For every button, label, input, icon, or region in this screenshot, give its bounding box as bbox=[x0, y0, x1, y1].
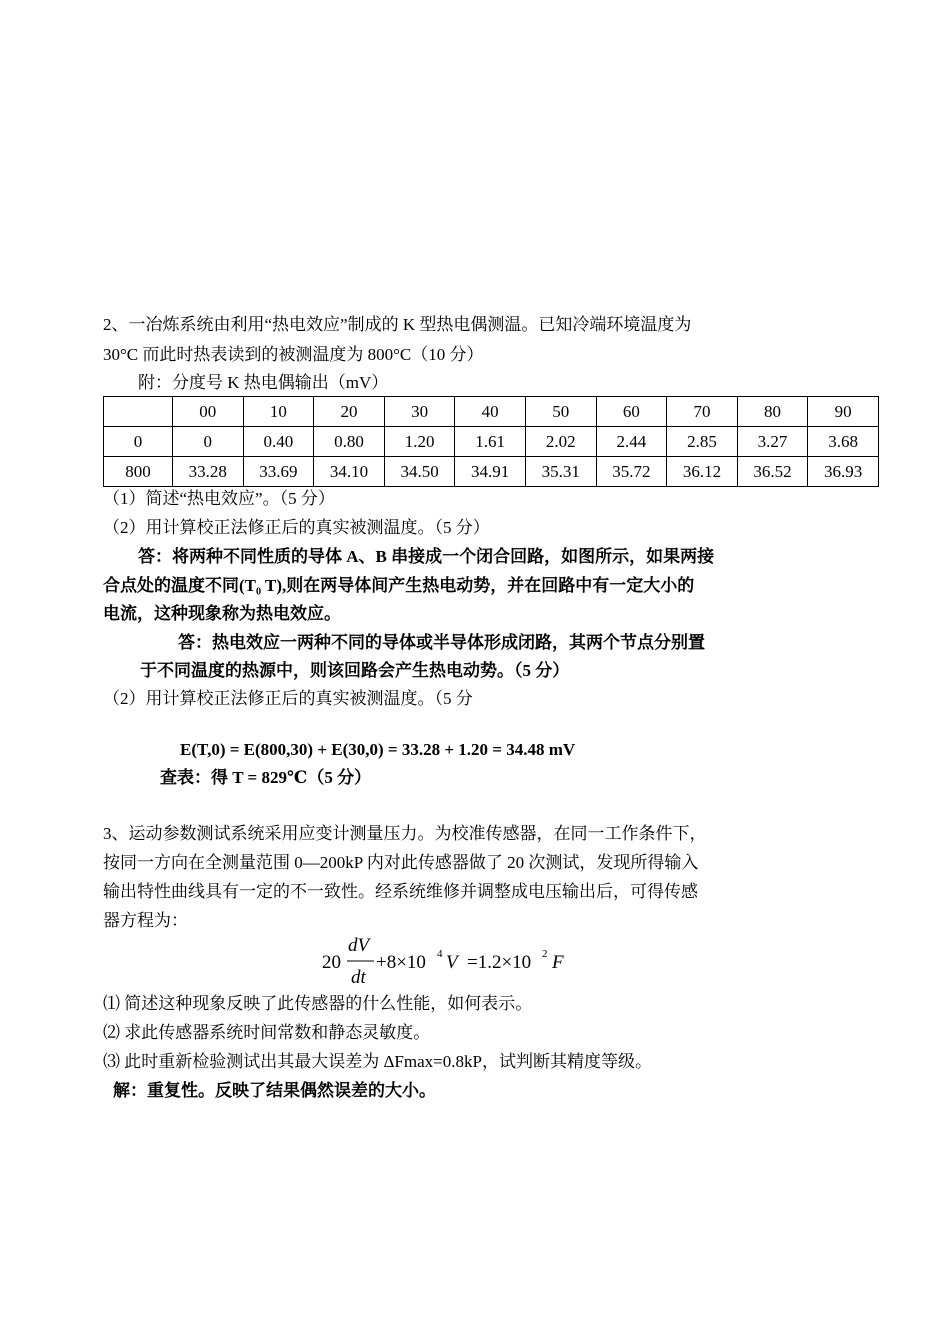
q3-line4: 器方程为： bbox=[103, 911, 188, 930]
eq-denominator: dt bbox=[351, 967, 366, 987]
table-cell: 34.50 bbox=[384, 457, 455, 487]
table-cell: 80 bbox=[737, 397, 808, 427]
table-cell: 0 bbox=[173, 427, 244, 457]
table-cell: 36.93 bbox=[808, 457, 879, 487]
q2-line1: 2、一冶炼系统由利用“热电效应”制成的 K 型热电偶测温。已知冷端环境温度为 bbox=[103, 315, 692, 334]
table-cell: 30 bbox=[384, 397, 455, 427]
table-cell: 00 bbox=[173, 397, 244, 427]
table-cell: 20 bbox=[314, 397, 385, 427]
calculation: E(T,0) = E(800,30) + E(30,0) = 33.28 + 1.20 = 34.48 mV bbox=[180, 740, 576, 759]
eq-coefficient: 20 bbox=[322, 952, 341, 973]
table-cell bbox=[104, 397, 173, 427]
table-cell: 70 bbox=[667, 397, 738, 427]
k-thermocouple-table bbox=[103, 396, 879, 487]
table-cell: 0 bbox=[104, 427, 173, 457]
q2-subquestion-2: （2）用计算校正法修正后的真实被测温度。（5 分） bbox=[103, 518, 490, 537]
table-cell: 3.27 bbox=[737, 427, 808, 457]
eq-rhs: =1.2×10 bbox=[467, 952, 532, 973]
table-cell: 33.28 bbox=[173, 457, 244, 487]
table-cell: 1.20 bbox=[384, 427, 455, 457]
eq-term-mid: +8×10 bbox=[376, 952, 426, 973]
eq-numerator: dV bbox=[348, 935, 370, 956]
table-cell: 800 bbox=[104, 457, 173, 487]
sensor-equation bbox=[322, 935, 582, 987]
q3-part3: ⑶ 此时重新检验测试出其最大误差为 ΔFmax=0.8kP，试判断其精度等级。 bbox=[103, 1052, 652, 1071]
q3-part2: ⑵ 求此传感器系统时间常数和静态灵敏度。 bbox=[103, 1023, 431, 1042]
table-cell: 2.85 bbox=[667, 427, 738, 457]
table-cell: 34.10 bbox=[314, 457, 385, 487]
table-row bbox=[104, 427, 879, 457]
q3-line3: 输出特性曲线具有一定的不一致性。经系统维修并调整成电压输出后，可得传感 bbox=[103, 882, 698, 901]
answer1-line2: 合点处的温度不同(T₀ T),则在两导体间产生热电动势，并在回路中有一定大小的 bbox=[103, 576, 695, 595]
table-cell: 35.72 bbox=[596, 457, 667, 487]
table-cell: 40 bbox=[455, 397, 526, 427]
answer2-line1: 答：热电效应一两种不同的导体或半导体形成闭路，其两个节点分别置 bbox=[178, 633, 705, 652]
eq-variable-f: F bbox=[552, 952, 564, 973]
lookup-result: 查表：得 T = 829℃（5 分） bbox=[160, 768, 372, 787]
table-cell: 3.68 bbox=[808, 427, 879, 457]
eq-variable-v: V bbox=[446, 952, 458, 973]
table-cell: 36.52 bbox=[737, 457, 808, 487]
table-cell: 1.61 bbox=[455, 427, 526, 457]
q2-line2: 30°C 而此时热表读到的被测温度为 800°C（10 分） bbox=[103, 345, 484, 364]
table-cell: 33.69 bbox=[243, 457, 314, 487]
table-cell: 90 bbox=[808, 397, 879, 427]
table-cell: 2.44 bbox=[596, 427, 667, 457]
table-cell: 50 bbox=[525, 397, 596, 427]
table-cell: 0.80 bbox=[314, 427, 385, 457]
table-cell: 34.91 bbox=[455, 457, 526, 487]
q3-line2: 按同一方向在全测量范围 0—200kP 内对此传感器做了 20 次测试，发现所得输入 bbox=[103, 853, 699, 872]
table-row bbox=[104, 457, 879, 487]
q3-solution: 解：重复性。反映了结果偶然误差的大小。 bbox=[113, 1081, 436, 1100]
eq-exponent-2: 2 bbox=[542, 948, 548, 960]
answer1-line3: 电流，这种现象称为热电效应。 bbox=[103, 604, 341, 623]
eq-exponent-1: 4 bbox=[437, 948, 443, 960]
answer1-line1: 答：将两种不同性质的导体 A、B 串接成一个闭合回路，如图所示，如果两接 bbox=[138, 547, 715, 566]
q2-subquestion-1: （1）简述“热电效应”。（5 分） bbox=[103, 489, 335, 508]
q3-part1: ⑴ 简述这种现象反映了此传感器的什么性能，如何表示。 bbox=[103, 994, 533, 1013]
table-cell: 60 bbox=[596, 397, 667, 427]
q3-line1: 3、运动参数测试系统采用应变计测量压力。为校准传感器，在同一工作条件下， bbox=[103, 824, 707, 843]
table-cell: 10 bbox=[243, 397, 314, 427]
table-cell: 35.31 bbox=[525, 457, 596, 487]
answer2-line2: 于不同温度的热源中，则该回路会产生热电动势。（5 分） bbox=[140, 661, 570, 680]
table-caption: 附：分度号 K 热电偶输出（mV） bbox=[138, 373, 389, 392]
table-cell: 36.12 bbox=[667, 457, 738, 487]
table-header-row bbox=[104, 397, 879, 427]
table-cell: 0.40 bbox=[243, 427, 314, 457]
q2-subquestion-2-repeat: （2）用计算校正法修正后的真实被测温度。（5 分 bbox=[103, 689, 473, 708]
table-cell: 2.02 bbox=[525, 427, 596, 457]
